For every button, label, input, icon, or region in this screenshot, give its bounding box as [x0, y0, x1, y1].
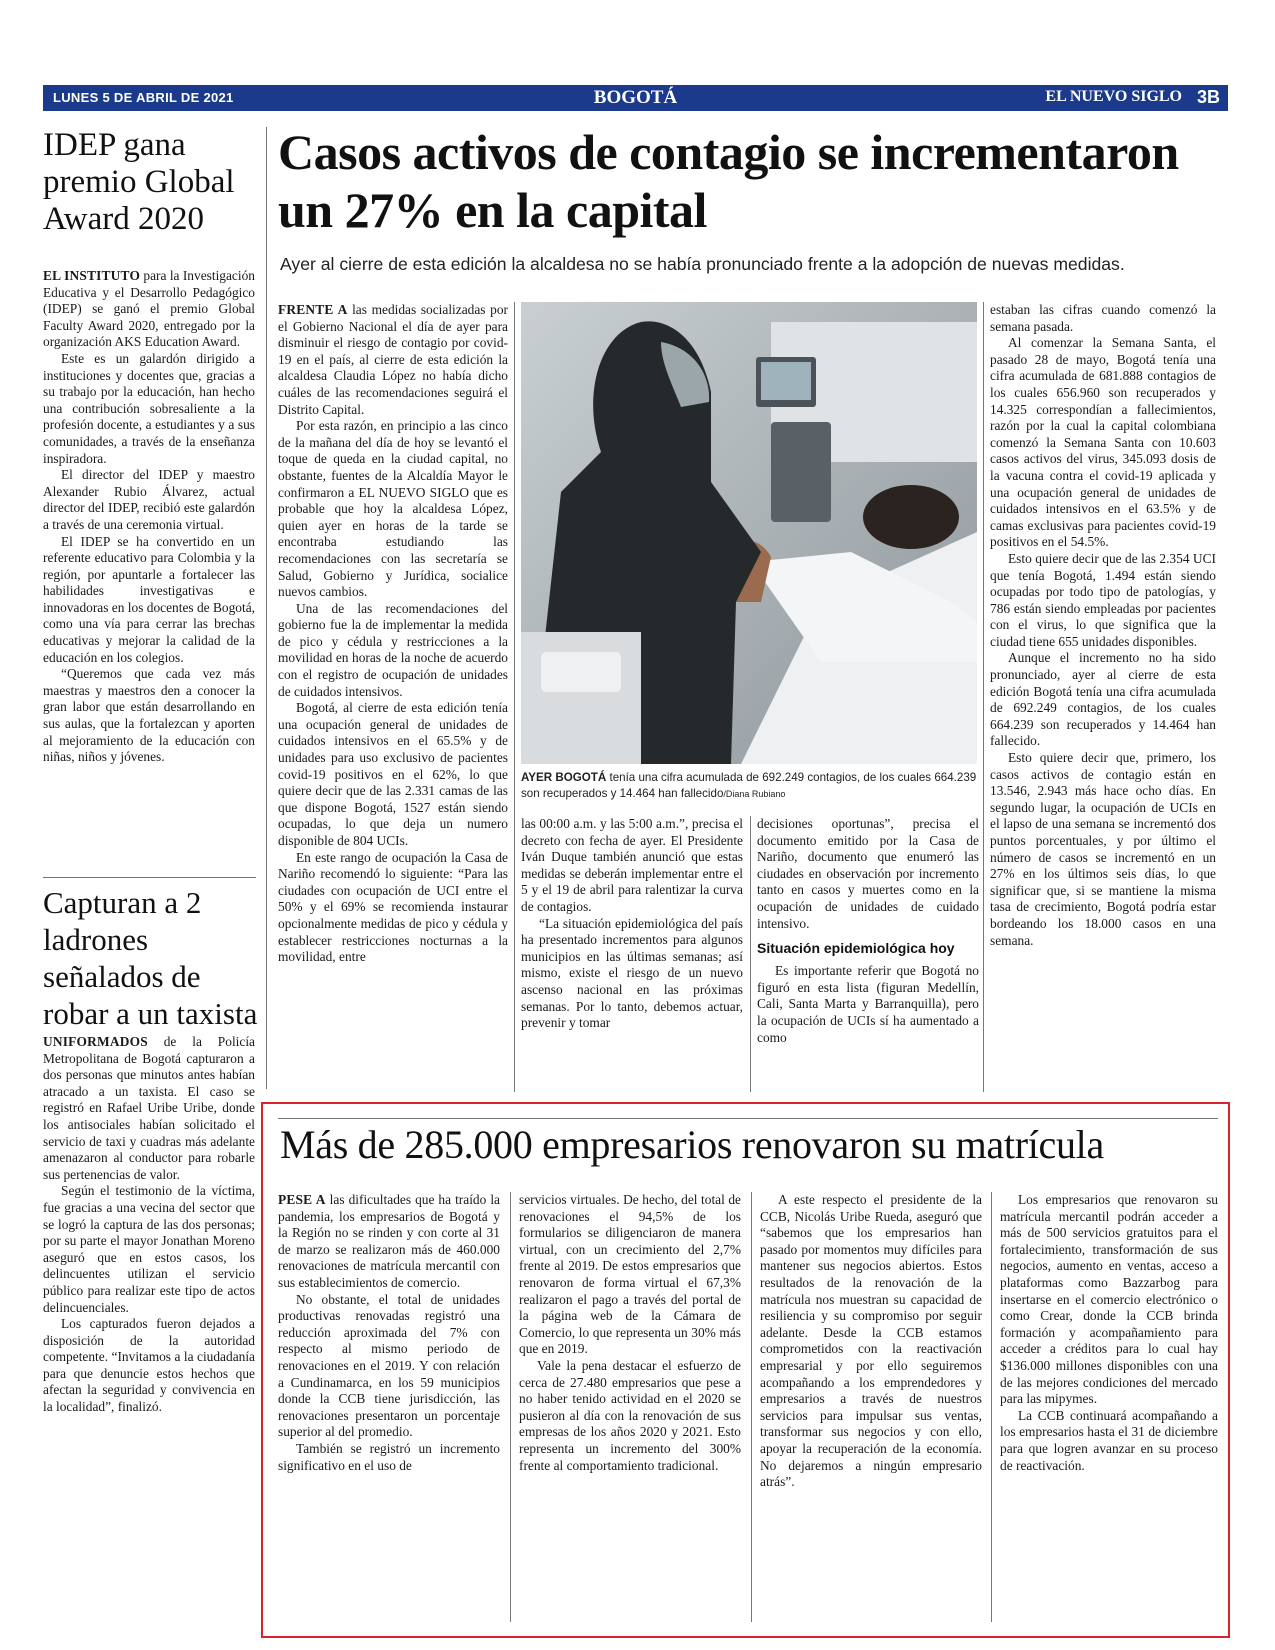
main-story-subheadline: Ayer al cierre de esta edición la alcaldesa no se había pronunciado frente a la adopción de nuevas medidas. [280, 254, 1125, 274]
sidebar-story1-body [43, 268, 255, 868]
photo-illustration [521, 302, 977, 764]
main-story-paragraph: Es importante referir que Bogotá no figuró en esta lista (figuran Medellín, Cali, Santa Marta y Barranquilla), pero la ocupación de UCIs sí ha aumentado a como [757, 963, 979, 1045]
sidebar-story1-lead: EL INSTITUTO [43, 268, 141, 283]
bottom-story-paragraph: Vale la pena destacar el esfuerzo de cerca de 27.480 empresarios que pese a no haber tenido actividad en el 2020 se pusieron al día con la renovación de sus empresas de los años 2020 y 2021. Esto representa un incremento del 300% frente al comportamiento tradicional. [519, 1357, 741, 1473]
bottom-story-headline: Más de 285.000 empresarios renovaron su matrícula [280, 1122, 1104, 1167]
sidebar-story1-paragraph: El IDEP se ha convertido en un referente educativo para Colombia y la región, por apuntarle a fortalecer las habilidades investigativas e innovadoras en los docentes de Bogotá, como una vía para cerrar las brechas educativas y mejorar la calidad de la educación en los colegios. [43, 533, 255, 665]
bottom-story-lead: PESE A [278, 1192, 326, 1207]
main-story-paragraph: En este rango de ocupación la Casa de Nariño recomendó lo siguiente: “Para las ciudades con ocupación de UCI entre el 50% y el 69% se recomienda instaurar opcionalmente medidas de pico y cédula y establecer restricciones nocturnas a la movilidad, entre [278, 849, 508, 965]
sidebar-story1-paragraph: El director del IDEP y maestro Alexander Rubio Álvarez, actual director del IDEP, recibió este galardón a través de una ceremonia virtual. [43, 467, 255, 532]
main-story-column-3 [757, 816, 979, 1092]
sidebar-divider [43, 877, 256, 878]
bottom-story-column-1 [278, 1192, 500, 1622]
sidebar-story1-headline: IDEP gana premio Global Award 2020 [43, 127, 235, 237]
main-story-paragraph: Por esta razón, en principio a las cinco de la mañana del día de hoy se levantó el toque de queda en la ciudad capital, no obstante, fuentes de la Alcaldía Mayor le confirmaron a EL NUEVO SIGLO que es probable que hoy la alcaldesa López, quien ayer en horas de la tarde se encontraba estudiando las recomendaciones con las secretaría se Salud, Gobierno y Jurídica, socialice nuevos cambios. [278, 418, 508, 600]
sidebar-story2-lead: UNIFORMADOS [43, 1034, 148, 1049]
main-story-paragraph: Aunque el incremento no ha sido pronunciado, ayer al cierre de esta edición Bogotá tenía una cifra acumulada de 692.249 contagios, de los cuales 664.239 son recuperados y 14.464 han fallecido. [990, 650, 1216, 749]
bottom-story-column-2 [519, 1192, 741, 1622]
sidebar-story2-paragraph: UNIFORMADOS de la Policía Metropolitana de Bogotá capturaron a dos personas que minutos antes habían atracado a un taxista. El caso se registró en Rafael Uribe Uribe, donde los antisociales habían solicitado el servicio de taxi y cuadras más adelante amenazaron al conductor para robarle sus pertenencias de valor. [43, 1034, 255, 1182]
bottom-story-paragraph: No obstante, el total de unidades productivas renovadas registró una reducción aproximada del 7% con respecto al mismo periodo de renovaciones en el 2019. Y con relación a Cundinamarca, en los 59 municipios donde la CCB tiene jurisdicción, las renovaciones presentaron un porcentaje superior al del promedio. [278, 1291, 500, 1440]
photo-caption-text: tenía una cifra acumulada de 692.249 contagios, de los cuales 664.239 son recuperados y 14.464 han fallecido [521, 771, 977, 800]
main-story-paragraph: Al comenzar la Semana Santa, el pasado 28 de mayo, Bogotá tenía una cifra acumulada de 681.888 contagios de los cuales 656.960 son recuperados y 14.325 correspondían a fallecimientos, razón por la cual la capital colombiana comenzó la Semana Santa con 10.603 casos activos del virus, 345.093 dosis de la vacuna contra el covid-19 aplicada y una ocupación general de unidades de cuidados intensivos en el 63.5% y de camas exclusivas para pacientes covid-19 positivos en el 54.5%. [990, 335, 1216, 550]
column-rule [991, 1192, 992, 1622]
sidebar-vertical-rule [266, 127, 267, 1089]
sidebar-story2-paragraph: Según el testimonio de la víctima, fue gracias a una vecina del sector que se logró la captura de las dos personas; por su parte el mayor Jonathan Moreno aseguró que en estos casos, los delincuentes utilizan el servicio público para realizar este tipo de actos delincuenciales. [43, 1183, 255, 1315]
main-story-paragraph: decisiones oportunas”, precisa el documento emitido por la Casa de Nariño, documento que enumeró las ciudades en observación por incremento tanto en casos y muertes como en la ocupación de unidades de cuidado intensivo. [757, 816, 979, 931]
edition-date: LUNES 5 DE ABRIL DE 2021 [53, 90, 234, 105]
photo-caption [521, 770, 977, 802]
section-name: BOGOTÁ [593, 87, 678, 108]
main-story-paragraph: estaban las cifras cuando comenzó la semana pasada. [990, 302, 1216, 334]
bottom-story-column-4 [1000, 1192, 1218, 1622]
column-rule [983, 302, 984, 1092]
sidebar-story2-paragraph: Los capturados fueron dejados a disposición de la autoridad competente. “Invitamos a la ciudadanía para que denuncie estos hechos que afectan la seguridad y convivencia en la localidad”, finalizó. [43, 1316, 255, 1415]
bottom-story-paragraph: A este respecto el presidente de la CCB, Nicolás Uribe Rueda, aseguró que “sabemos que los empresarios han pasado por momentos muy difíciles para mantener sus negocios abiertos. Estos resultados de la renovación de la matrícula nos muestran su capacidad de resiliencia y su compromiso por seguir adelante. Desde la CCB estamos comprometidos con la reactivación empresarial y por ello seguiremos acompañando a los emprendedores y empresarios a través de nuestros servicios para impulsar sus ventas, transformar sus negocios y con ello, apoyar la recuperación de la economía. No dejaremos a ningún empresario atrás”. [760, 1192, 982, 1490]
sidebar-story2-headline: Capturan a 2 ladrones señalados de robar a un taxista [43, 885, 258, 1031]
sidebar-story2-body [43, 1034, 255, 1514]
sidebar-story1-paragraph: “Queremos que cada vez más maestras y maestros den a conocer la gran labor que están desarrollando en sus aulas, que la fortalezcan y aporten al mejoramiento de la educación con niñas, niños y jóvenes. [43, 666, 255, 765]
main-story-lead: FRENTE A [278, 302, 348, 317]
sidebar-story1-paragraph: Este es un galardón dirigido a instituciones y docentes que, gracias a su trabajo por la educación, han hecho una contribución sobresaliente a la profesión docente, a estudiantes y a sus comunidades, a través de la enseñanza inspiradora. [43, 350, 255, 466]
bottom-story-top-rule [278, 1118, 1218, 1119]
main-story-paragraph: Esto quiere decir que de las 2.354 UCI que tenía Bogotá, 1.494 están siendo ocupadas por todo tipo de patologías, y 786 están siendo empleadas por pacientes con el virus, lo que significa que la ciudad tiene 655 unidades disponibles. [990, 550, 1216, 649]
main-story-paragraph: Una de las recomendaciones del gobierno fue la de implementar la medida de pico y cédula y restricciones a la movilidad en horas de la noche de acuerdo con el registro de ocupación de unidades de cuidados intensivos. [278, 600, 508, 699]
main-story-headline: Casos activos de contagio se incrementaron un 27% en la capital [278, 124, 1179, 238]
bottom-story-paragraph: servicios virtuales. De hecho, del total de renovaciones el 94,5% de los formularios se diligenciaron de manera virtual, con un crecimiento del 2,7% frente al 2019. De estos empresarios que renovaron de forma virtual el 67,3% realizaron el pago a través del portal de la página web de la Cámara de Comercio, lo que representa un 30% más que en 2019. [519, 1192, 741, 1357]
page-header-bar [43, 85, 1228, 111]
bottom-story-paragraph: La CCB continuará acompañando a los empresarios hasta el 31 de diciembre para que logren avanzar en su proceso de reactivación. [1000, 1407, 1218, 1473]
photo-caption-lead: AYER BOGOTÁ [521, 771, 607, 784]
bottom-story-paragraph: También se registró un incremento significativo en el uso de [278, 1440, 500, 1473]
bottom-story-column-3 [760, 1192, 982, 1622]
column-rule [510, 1192, 511, 1622]
main-story-paragraph: FRENTE A las medidas socializadas por el Gobierno Nacional el día de ayer para disminuir el riesgo de contagio por covid-19 en el país, al cierre de esta edición la alcaldesa Claudia López no había dicho cuáles de las recomendaciones seguirá el Distrito Capital. [278, 302, 508, 417]
main-story-paragraph: las 00:00 a.m. y las 5:00 a.m.”, precisa el decreto con fecha de ayer. El Presidente Iván Duque también anunció que estas medidas se deberán implementar entre el 5 y el 19 de abril para ralentizar la curva de contagios. [521, 816, 743, 914]
sidebar-story1-paragraph: EL INSTITUTO para la Investigación Educativa y el Desarrollo Pedagógico (IDEP) se ganó el premio Global Faculty Award 2020, entregado por la organización AKS Education Award. [43, 268, 255, 350]
main-story-column-2 [521, 816, 743, 1092]
photo-credit: /Diana Rubiano [723, 789, 786, 799]
main-story-subtitle: Situación epidemiológica hoy [757, 940, 955, 957]
bottom-story-paragraph: PESE A las dificultades que ha traído la pandemia, los empresarios de Bogotá y la Región no se rinden y con corte al 31 de marzo se realizaron más de 460.000 renovaciones de matrícula mercantil con sus establecimientos de comercio. [278, 1192, 500, 1290]
main-story-paragraph: Bogotá, al cierre de esta edición tenía una ocupación general de unidades de cuidados intensivos en el 65.5% y de unidades para uso exclusivo de pacientes covid-19 positivos en el 62%, lo que quiere decir que de las 2.331 camas de las que dispone Bogotá, 1527 están siendo ocupadas, lo que deja un numero disponible de 804 UCIs. [278, 700, 508, 848]
page-number: 3B [1196, 87, 1220, 107]
bottom-story-paragraph: Los empresarios que renovaron su matrícula mercantil podrán acceder a más de 500 servicios gratuitos para el fortalecimiento, transformación de sus negocios, aumento en ventas, acceso a plataformas como Bazzarbog para insertarse en el comercio electrónico o como Crear, donde la CCB brinda formación y acompañamiento para acceder a créditos para lo cual hay $136.000 millones disponibles con una de las mejores condiciones del mercado para las mipymes. [1000, 1192, 1218, 1407]
main-story-column-1 [278, 302, 508, 1092]
covid-icu-photo [521, 302, 977, 764]
newspaper-name: EL NUEVO SIGLO [1045, 88, 1182, 105]
column-rule [750, 816, 751, 1092]
main-story-paragraph: Esto quiere decir que, primero, los casos activos de contagio están en 13.546, 2.943 más hace ocho días. En segundo lugar, la ocupación de UCIs en el lapso de una semana se incrementó dos puntos porcentuales, y por último el número de casos se incrementó en un 27% en los últimos seis días, lo que significar que, si se mantiene la misma tasa de crecimiento, Bogotá podría estar bordeando los 18.000 casos en una semana. [990, 750, 1216, 948]
main-story-paragraph: “La situación epidemiológica del país ha presentado incrementos para algunos municipios en las últimas semanas; así mismo, existe el riesgo de un nuevo ascenso nacional en las próximas semanas. Por lo tanto, debemos actuar, prevenir y tomar [521, 915, 743, 1031]
main-story-column-4 [990, 302, 1216, 1092]
column-rule [514, 302, 515, 1092]
column-rule [751, 1192, 752, 1622]
